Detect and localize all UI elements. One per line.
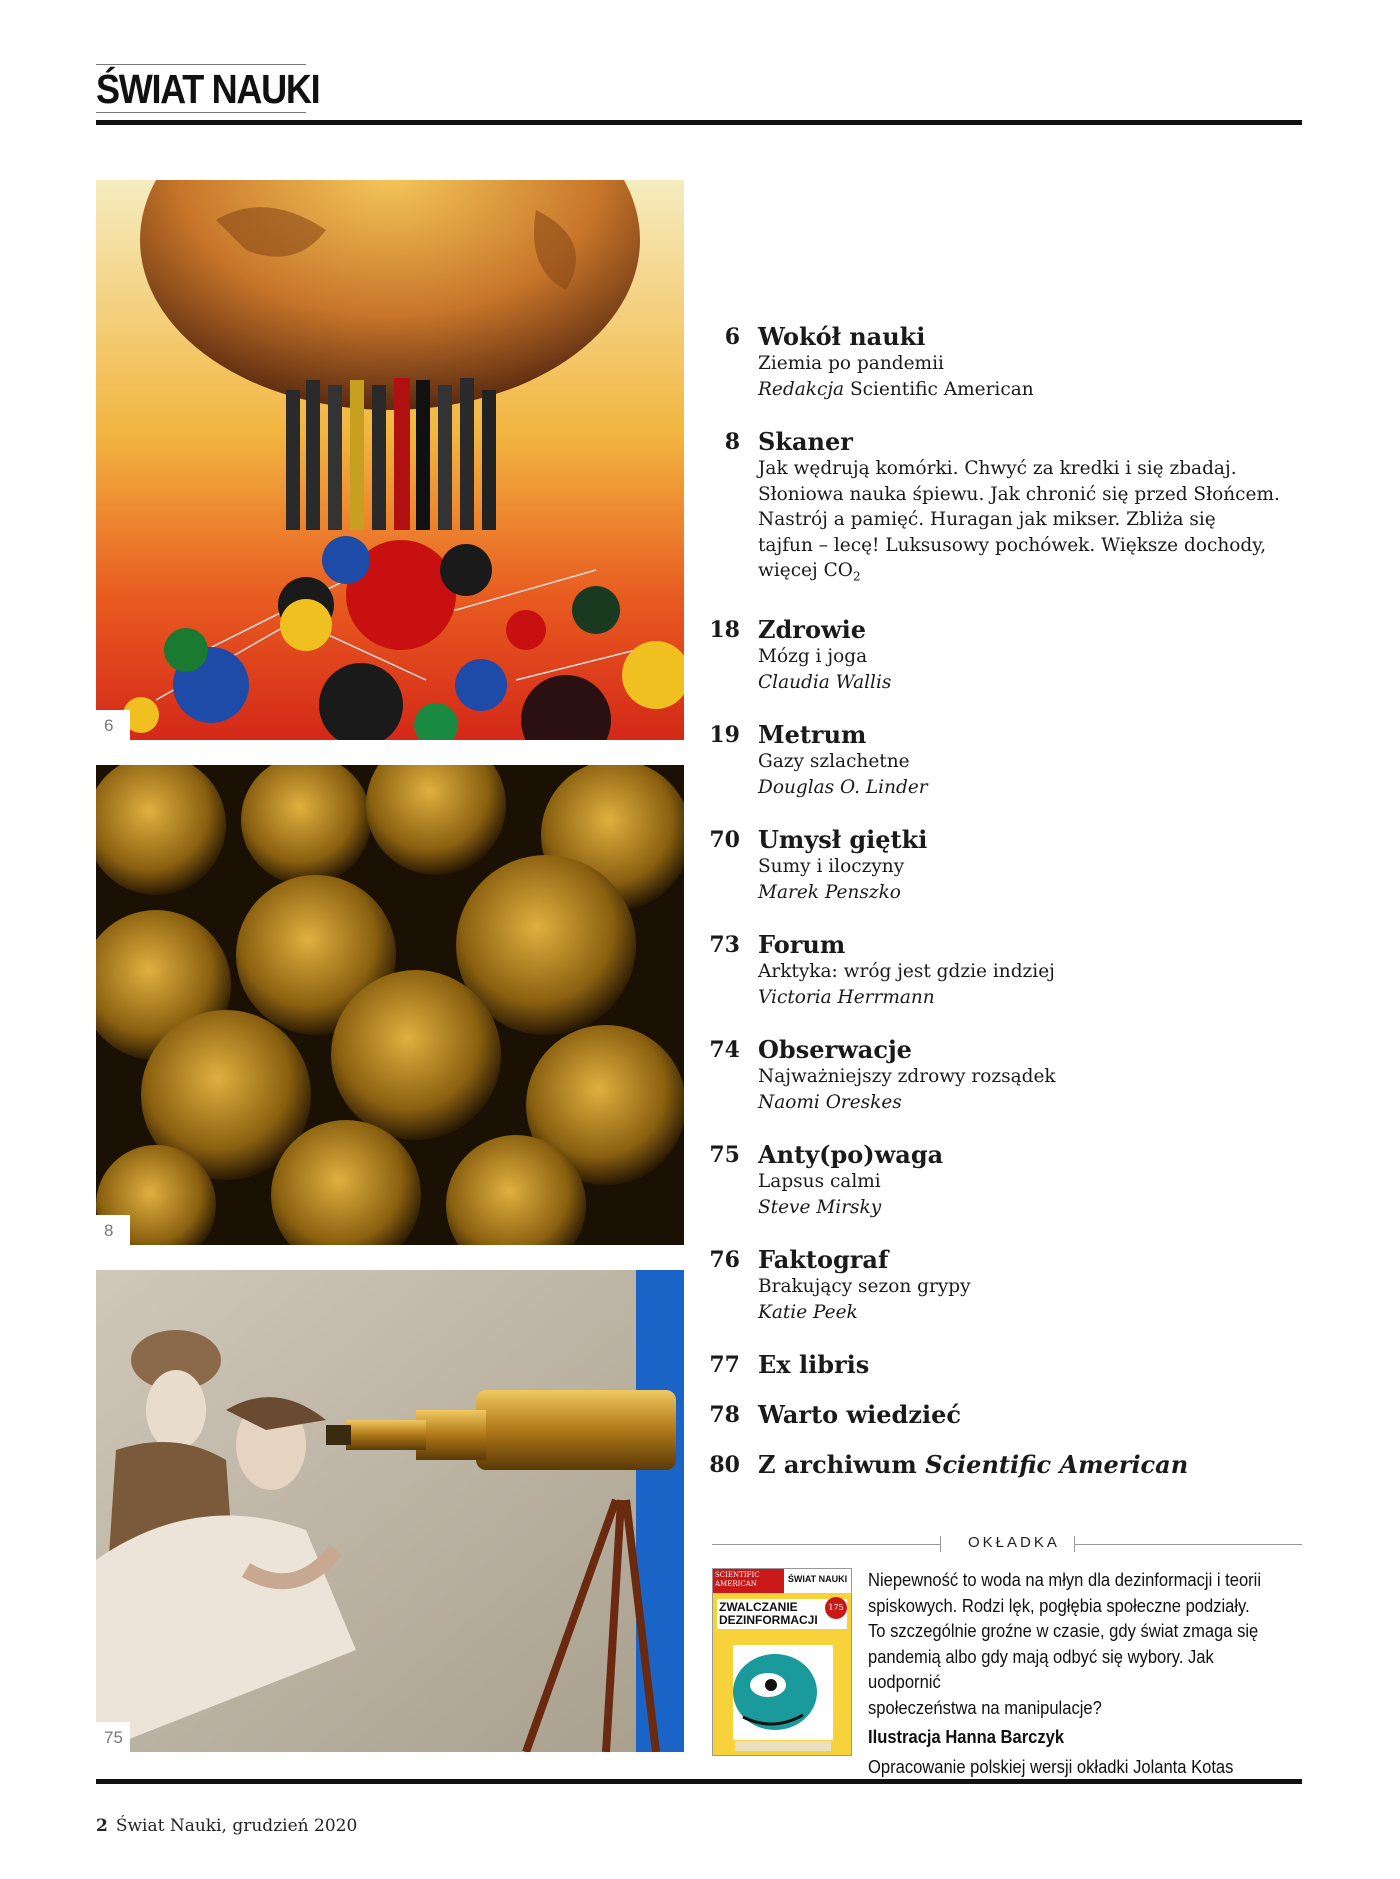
cover-text-line: pandemią albo gdy mają odbyć się wybory. Jak uodpornić xyxy=(868,1646,1214,1692)
toc-entry[interactable] xyxy=(700,323,1320,402)
toc-page-number: 80 xyxy=(709,1452,740,1479)
cover-thumb-badge: 175 xyxy=(825,1597,847,1619)
toc-title: Obserwacje xyxy=(758,1035,912,1065)
toc-title: Warto wiedzieć xyxy=(758,1400,961,1430)
masthead xyxy=(96,64,320,113)
toc-title: Forum xyxy=(758,930,846,960)
toc-description: tajfun – lecę! Luksusowy pochówek. Większe dochody, xyxy=(758,534,1267,556)
cover-thumbnail[interactable] xyxy=(712,1568,852,1756)
toc-author: Victoria Herrmann xyxy=(758,986,935,1008)
toc-entry[interactable] xyxy=(700,826,1320,905)
cover-thumb-header xyxy=(713,1569,851,1593)
toc-page-number: 18 xyxy=(709,617,740,644)
cover-text-line: spiskowych. Rodzi lęk, pogłębia społeczne podziały. xyxy=(868,1595,1250,1616)
cover-thumb-face-illustration xyxy=(713,1637,852,1756)
toc-description: Gazy szlachetne xyxy=(758,751,910,773)
toc-entry[interactable] xyxy=(700,428,1320,590)
footer-text: Świat Nauki, grudzień 2020 xyxy=(115,1816,358,1836)
toc-author: Claudia Wallis xyxy=(758,671,892,693)
cover-section-heading xyxy=(712,1530,1302,1560)
toc-page-number: 74 xyxy=(709,1037,740,1064)
photo-page-label: 75 xyxy=(96,1722,130,1752)
cover-text-line: społeczeństwa na manipulacje? xyxy=(868,1697,1102,1718)
toc-page-number: 78 xyxy=(709,1402,740,1429)
toc-page-number: 6 xyxy=(724,324,740,350)
toc-entry[interactable] xyxy=(700,616,1320,695)
toc-description: Najważniejszy zdrowy rozsądek xyxy=(758,1066,1056,1088)
toc-description: Słoniowa nauka śpiewu. Jak chronić się przed Słońcem. xyxy=(758,483,1280,505)
magazine-logo: ŚWIAT NAUKI xyxy=(96,66,320,112)
table-of-contents xyxy=(700,323,1320,1501)
footer-rule xyxy=(96,1779,1302,1784)
toc-author: Naomi Oreskes xyxy=(758,1091,902,1113)
photo-page-label: 8 xyxy=(96,1215,130,1245)
toc-title: Z archiwum Scientific American xyxy=(758,1450,1189,1480)
toc-description: Mózg i joga xyxy=(758,646,868,668)
toc-author: Marek Penszko xyxy=(758,881,901,903)
toc-entry[interactable] xyxy=(700,721,1320,800)
toc-page-number: 75 xyxy=(709,1142,740,1169)
toc-entry[interactable] xyxy=(700,1351,1320,1379)
cover-heading-label: OKŁADKA xyxy=(968,1534,1060,1551)
photo-page-label: 6 xyxy=(96,710,130,740)
toc-title: Zdrowie xyxy=(758,615,866,645)
toc-page-number: 8 xyxy=(724,429,740,455)
toc-entry[interactable] xyxy=(700,1141,1320,1220)
toc-page-number: 77 xyxy=(709,1352,740,1379)
cover-thumb-title-sa: SCIENTIFIC AMERICAN xyxy=(713,1569,784,1593)
toc-description: Sumy i iloczyny xyxy=(758,856,905,878)
toc-title: Skaner xyxy=(758,427,853,456)
toc-description: Arktyka: wróg jest gdzie indziej xyxy=(758,961,1055,983)
toc-author: Katie Peek xyxy=(758,1301,858,1323)
toc-title: Anty(po)waga xyxy=(758,1140,944,1170)
toc-entry[interactable] xyxy=(700,1246,1320,1325)
cover-illustration-credit: Ilustracja Hanna Barczyk xyxy=(868,1727,1065,1747)
toc-description: więcej $CO_2$ xyxy=(758,560,861,584)
toc-title: Wokół nauki xyxy=(758,322,926,351)
toc-entry[interactable] xyxy=(700,1401,1320,1429)
masthead-top-line xyxy=(96,64,306,65)
toc-title: Faktograf xyxy=(758,1245,889,1275)
divider xyxy=(712,1544,940,1545)
divider xyxy=(1074,1544,1302,1545)
cover-description xyxy=(868,1568,1273,1780)
cover-thumb-headline: ZWALCZANIE DEZINFORMACJI xyxy=(717,1599,847,1629)
cells-photo xyxy=(96,765,684,1245)
toc-entry[interactable] xyxy=(700,1036,1320,1115)
cover-adaptation-credit: Opracowanie polskiej wersji okładki Jolanta Kotas xyxy=(868,1756,1234,1777)
toc-page-number: 19 xyxy=(709,722,740,749)
cover-thumb-title-sn: ŚWIAT NAUKI xyxy=(784,1569,851,1593)
toc-description: Brakujący sezon grypy xyxy=(758,1276,971,1298)
toc-author: Douglas O. Linder xyxy=(758,776,928,798)
toc-page-number: 70 xyxy=(709,827,740,854)
page-footer xyxy=(96,1816,357,1836)
toc-description: Lapsus calmi xyxy=(758,1171,881,1193)
toc-description: Nastrój a pamięć. Huragan jak mikser. Zbliża się xyxy=(758,509,1216,530)
toc-author: Redakcja Scientific American xyxy=(758,378,1034,400)
toc-entry[interactable] xyxy=(700,931,1320,1010)
page-number: 2 xyxy=(96,1816,108,1836)
cover-text-line: To szczególnie groźne w czasie, gdy świat zmaga się xyxy=(868,1621,1259,1641)
masthead-bottom-line xyxy=(96,112,306,113)
toc-description: Jak wędrują komórki. Chwyć za kredki i się zbadaj. xyxy=(758,458,1237,479)
toc-entry[interactable] xyxy=(700,1451,1320,1479)
toc-author: Steve Mirsky xyxy=(758,1196,882,1218)
globe-illustration xyxy=(96,180,684,740)
cover-text-line: Niepewność to woda na młyn dla dezinformacji i teorii xyxy=(868,1570,1262,1590)
toc-title: Umysł giętki xyxy=(758,825,928,855)
toc-title: Ex libris xyxy=(758,1350,870,1380)
toc-title: Metrum xyxy=(758,720,867,750)
divider xyxy=(940,1536,941,1552)
toc-description: Ziemia po pandemii xyxy=(758,353,944,374)
telescope-painting xyxy=(96,1270,684,1752)
toc-page-number: 73 xyxy=(709,932,740,959)
header-rule xyxy=(96,120,1302,125)
toc-page-number: 76 xyxy=(709,1247,740,1274)
